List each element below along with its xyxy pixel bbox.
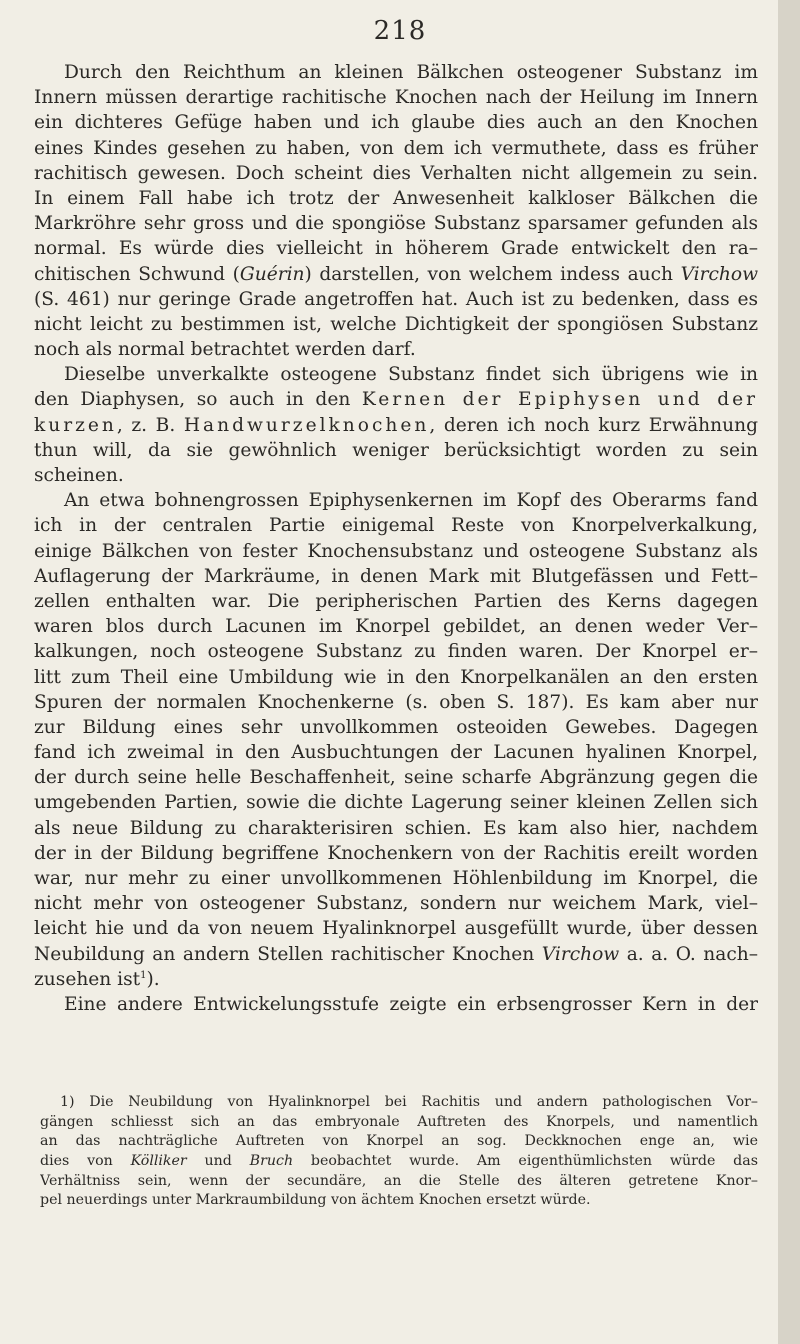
- text-run: Durch den Reichthum an kleinen Bälkchen osteogener Substanz im: [64, 62, 758, 83]
- text-run: normal. Es würde dies vielleicht in höherem Grade entwickelt den ra–: [34, 238, 758, 260]
- text-run: zusehen ist: [34, 968, 141, 990]
- text-run: beobachtet wurde. Am eigenthümlichsten würde das: [293, 1153, 758, 1170]
- text-run: kurzen: [34, 414, 117, 436]
- text-line: [34, 639, 758, 664]
- text-line: [34, 513, 758, 538]
- footnote-line: [40, 1113, 758, 1133]
- text-run: nicht mehr von osteogener Substanz, sondern nur weichem Mark, viel–: [34, 893, 758, 915]
- text-run: In einem Fall habe ich trotz der Anwesenheit kalkloser Bälkchen die: [34, 187, 758, 209]
- text-run: waren blos durch Lacunen im Knorpel gebildet, an denen weder Ver–: [34, 616, 758, 638]
- text-run: Kölliker: [130, 1153, 187, 1170]
- text-run: Verhältniss sein, wenn der secundäre, an die Stelle des älteren getretene Knor–: [40, 1172, 758, 1189]
- text-line: [34, 564, 758, 589]
- text-line: [34, 942, 758, 967]
- page-edge: [778, 0, 800, 1344]
- text-run: Virchow: [680, 263, 758, 285]
- text-line: [34, 161, 758, 186]
- text-run: war, nur mehr zu einer unvollkommenen Höhlenbildung im Knorpel, die: [34, 868, 758, 889]
- text-run: eines Kindes gesehen zu haben, von dem ich vermuthete, dass es früher: [34, 137, 758, 159]
- paragraph: [34, 60, 758, 362]
- text-line: [34, 891, 758, 916]
- text-line: [34, 765, 758, 790]
- text-run: rachitisch gewesen. Doch scheint dies Verhalten nicht allgemein zu sein.: [34, 162, 758, 184]
- text-line: [34, 665, 758, 690]
- text-run: thun will, da sie gewöhnlich weniger berücksichtigt worden zu sein: [34, 439, 758, 461]
- text-line: [34, 413, 758, 438]
- text-line: [34, 438, 758, 463]
- footnote-line: [40, 1152, 758, 1172]
- text-run: und: [186, 1153, 250, 1170]
- text-line: [34, 916, 758, 941]
- text-run: chitischen Schwund (: [34, 263, 240, 285]
- text-run: der in der Bildung begriffene Knochenkern von der Rachitis ereilt worden: [34, 842, 758, 864]
- text-run: Virchow: [541, 943, 620, 965]
- footnote-line: [40, 1191, 758, 1211]
- text-run: Neubildung an andern Stellen rachitischer Knochen: [34, 943, 542, 965]
- text-line: [34, 337, 758, 362]
- text-run: an das nachträgliche Auftreten von Knorpel an sog. Deckknochen enge an, wie: [40, 1133, 758, 1150]
- footnote: [40, 1093, 758, 1211]
- text-run: An etwa bohnengrossen Epiphysenkernen im Kopf des Oberarms fand: [64, 490, 758, 512]
- page-number: 218: [373, 16, 427, 46]
- text-line: [34, 287, 758, 312]
- text-run: , deren ich noch kurz Erwähnung: [429, 414, 758, 436]
- text-run: Kernen der Epiphysen und der: [361, 389, 758, 411]
- text-line: [34, 790, 758, 815]
- text-run: 1: [140, 969, 147, 981]
- text-run: zur Bildung eines sehr unvollkommen osteoiden Gewebes. Dagegen: [34, 716, 758, 738]
- text-run: dies von: [40, 1153, 131, 1170]
- text-run: nicht leicht zu bestimmen ist, welche Dichtigkeit der spongiösen Substanz: [34, 313, 758, 335]
- text-line: [34, 992, 758, 1017]
- text-run: Auflagerung der Markräume, in denen Mark mit Blutgefässen und Fett–: [34, 565, 758, 587]
- text-run: Guérin: [239, 263, 305, 285]
- text-run: ich in der centralen Partie einigemal Reste von Knorpelverkalkung,: [34, 515, 758, 537]
- text-run: (S. 461) nur geringe Grade angetroffen hat. Auch ist zu bedenken, dass es: [34, 288, 758, 310]
- text-line: [34, 463, 758, 488]
- text-run: ein dichteres Gefüge haben und ich glaube dies auch an den Knochen: [34, 112, 758, 134]
- text-line: [34, 211, 758, 236]
- text-run: , z. B.: [116, 414, 184, 436]
- text-run: den Diaphysen, so auch in den: [34, 389, 362, 411]
- text-run: zellen enthalten war. Die peripherischen Partien des Kerns dagegen: [34, 590, 758, 612]
- text-run: einige Bälkchen von fester Knochensubstanz und osteogene Substanz als: [34, 540, 758, 562]
- paragraph: [34, 488, 758, 992]
- paragraph: [34, 362, 758, 488]
- footnote-line: [40, 1132, 758, 1152]
- text-line: [34, 589, 758, 614]
- text-line: [34, 816, 758, 841]
- text-run: litt zum Theil eine Umbildung wie in den Knorpelkanälen an den ersten: [34, 666, 758, 688]
- text-line: [34, 614, 758, 639]
- text-run: scheinen.: [34, 465, 124, 486]
- text-line: [34, 262, 758, 287]
- text-run: gängen schliesst sich an das embryonale Auftreten des Knorpels, und namentlich: [40, 1113, 758, 1130]
- text-run: Handwurzelknochen: [183, 414, 430, 436]
- text-run: ) darstellen, von welchem indess auch: [304, 263, 681, 285]
- footnote-line: [40, 1093, 758, 1113]
- text-line: [34, 690, 758, 715]
- text-line: [34, 488, 758, 513]
- footnote-line: [40, 1172, 758, 1192]
- text-run: Markröhre sehr gross und die spongiöse Substanz sparsamer gefunden als: [34, 213, 758, 235]
- text-run: der durch seine helle Beschaffenheit, seine scharfe Abgränzung gegen die: [34, 767, 758, 789]
- text-run: als neue Bildung zu charakterisiren schien. Es kam also hier, nachdem: [34, 817, 758, 839]
- text-line: [34, 740, 758, 765]
- paragraph: [34, 992, 758, 1017]
- text-run: ).: [146, 968, 160, 990]
- text-line: [34, 866, 758, 891]
- text-run: Dieselbe unverkalkte osteogene Substanz findet sich übrigens wie in: [64, 364, 758, 386]
- text-run: Bruch: [249, 1153, 294, 1170]
- text-run: pel neuerdings unter Markraumbildung von ächtem Knochen ersetzt würde.: [40, 1192, 591, 1209]
- text-line: [34, 312, 758, 337]
- text-line: [34, 362, 758, 387]
- text-line: [34, 539, 758, 564]
- text-line: [34, 715, 758, 740]
- text-line: [34, 387, 758, 412]
- text-run: 1) Die Neubildung von Hyalinknorpel bei Rachitis und andern pathologischen Vor–: [60, 1094, 758, 1110]
- text-run: kalkungen, noch osteogene Substanz zu finden waren. Der Knorpel er–: [34, 641, 758, 663]
- text-run: noch als normal betrachtet werden darf.: [34, 339, 416, 361]
- body-text: [34, 60, 758, 1017]
- text-run: leicht hie und da von neuem Hyalinknorpel ausgefüllt wurde, über dessen: [34, 918, 758, 940]
- text-line: [34, 60, 758, 85]
- text-line: [34, 186, 758, 211]
- text-line: [34, 841, 758, 866]
- text-line: [34, 110, 758, 135]
- text-run: a. a. O. nach–: [619, 943, 758, 965]
- text-run: Spuren der normalen Knochenkerne (s. oben S. 187). Es kam aber nur: [34, 691, 758, 713]
- text-line: [34, 967, 758, 992]
- text-run: Eine andere Entwickelungsstufe zeigte ein erbsengrosser Kern in der: [64, 993, 758, 1015]
- text-line: [34, 136, 758, 161]
- text-run: Innern müssen derartige rachitische Knochen nach der Heilung im Innern: [34, 87, 758, 109]
- text-line: [34, 236, 758, 261]
- text-run: fand ich zweimal in den Ausbuchtungen der Lacunen hyalinen Knorpel,: [34, 742, 758, 764]
- text-run: umgebenden Partien, sowie die dichte Lagerung seiner kleinen Zellen sich: [34, 792, 758, 814]
- text-line: [34, 85, 758, 110]
